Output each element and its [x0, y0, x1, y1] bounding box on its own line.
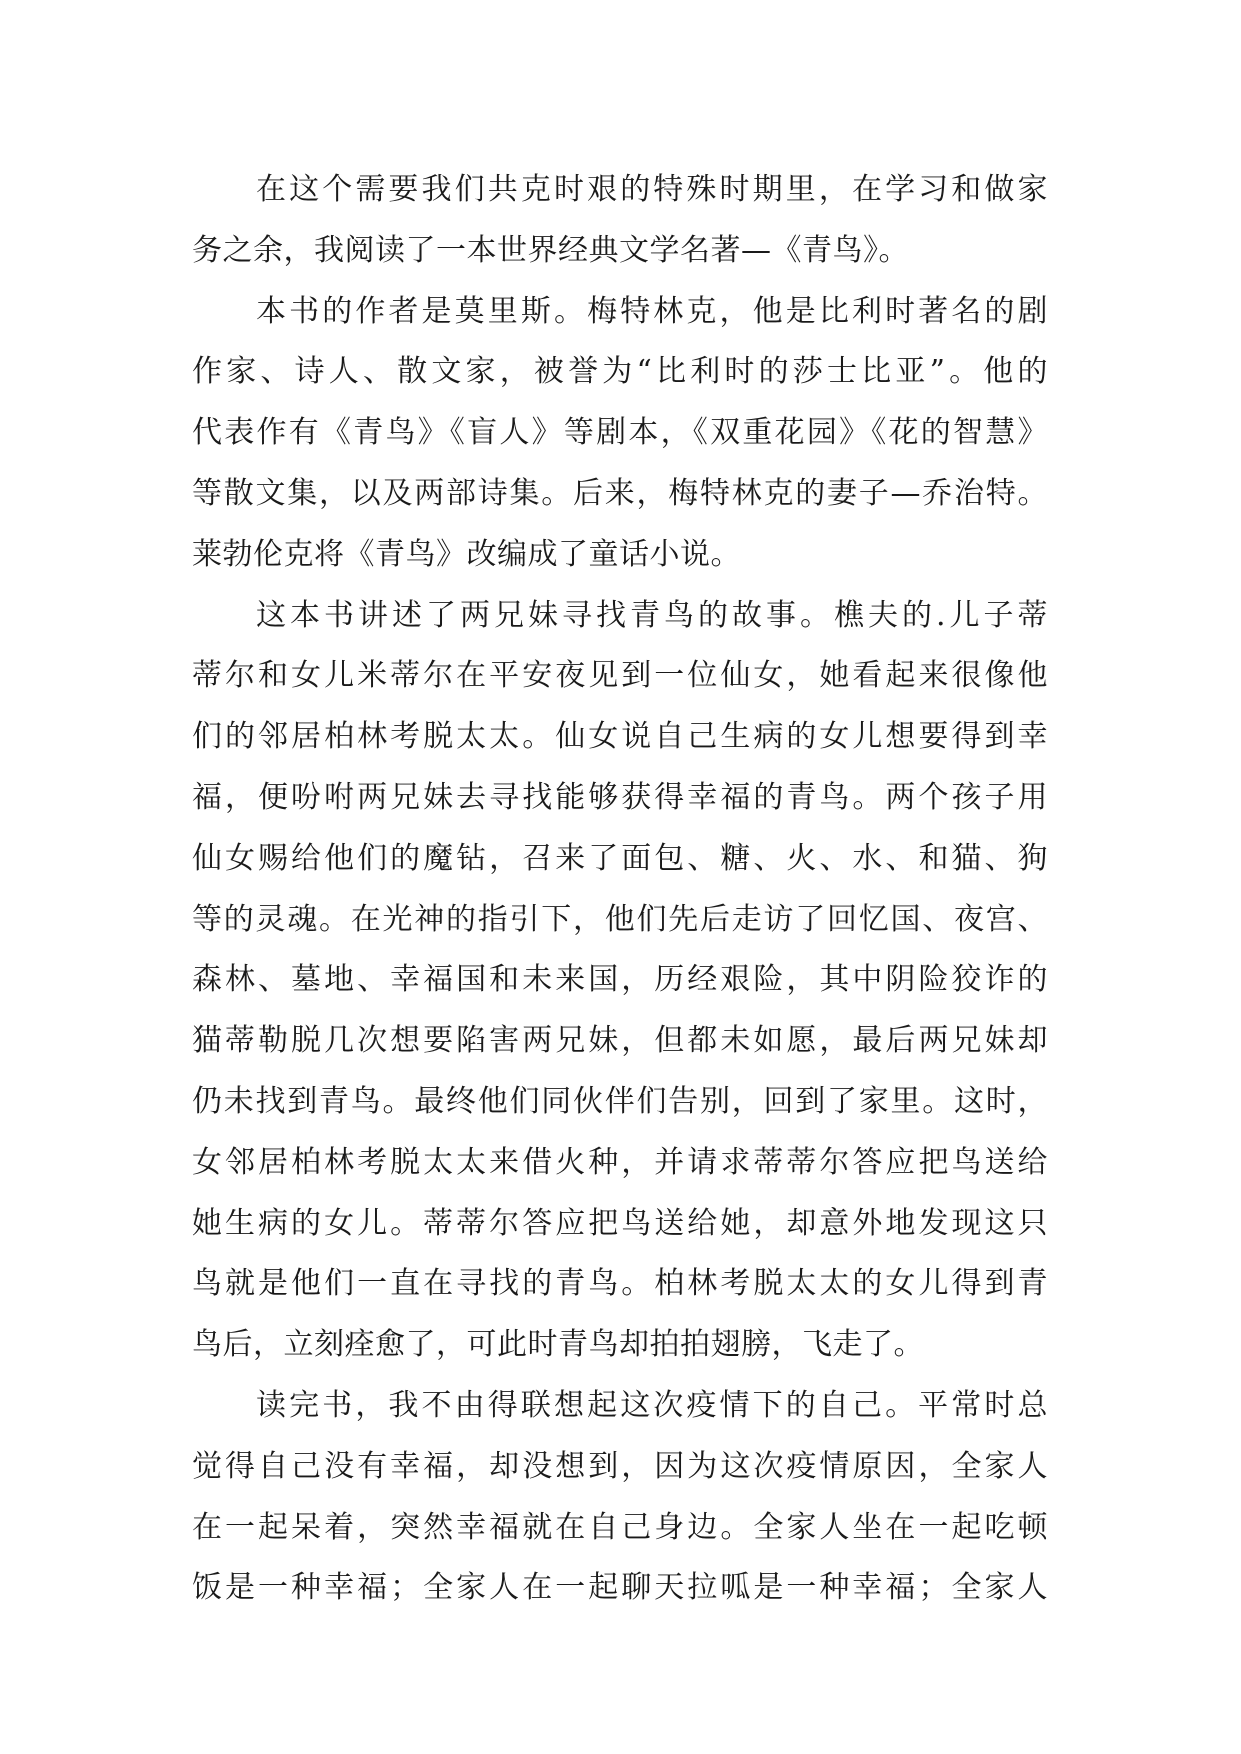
- paragraph-2-line-4: 等散文集，以及两部诗集。后来，梅特林克的妻子—乔治特。: [192, 475, 1048, 511]
- paragraph-3-line-13: 鸟后，立刻痊愈了，可此时青鸟却拍拍翅膀，飞走了。: [192, 1327, 924, 1363]
- body-text: [192, 160, 1048, 1619]
- paragraph-4-line-1: 读完书，我不由得联想起这次疫情下的自己。平常时总: [256, 1387, 1048, 1423]
- paragraph-3-line-8: 猫蒂勒脱几次想要陷害两兄妹，但都未如愿，最后两兄妹却: [192, 1023, 1048, 1059]
- paragraph-3-line-7: 森林、墓地、幸福国和未来国，历经艰险，其中阴险狡诈的: [192, 962, 1048, 998]
- paragraph-3-line-3: 们的邻居柏林考脱太太。仙女说自己生病的女儿想要得到幸: [192, 719, 1048, 755]
- paragraph-3-line-4: 福，便吩咐两兄妹去寻找能够获得幸福的青鸟。两个孩子用: [192, 779, 1048, 815]
- paragraph-4-line-4: 饭是一种幸福；全家人在一起聊天拉呱是一种幸福；全家人: [192, 1570, 1048, 1606]
- paragraph-2-line-2: 作家、诗人、散文家，被誉为“比利时的莎士比亚”。他的: [192, 354, 1048, 390]
- paragraph-1-line-2: 务之余，我阅读了一本世界经典文学名著—《青鸟》。: [192, 232, 909, 268]
- paragraph-2-line-5: 莱勃伦克将《青鸟》改编成了童话小说。: [192, 536, 741, 572]
- paragraph-3-line-6: 等的灵魂。在光神的指引下，他们先后走访了回忆国、夜宫、: [192, 901, 1048, 937]
- paragraph-3-line-2: 蒂尔和女儿米蒂尔在平安夜见到一位仙女，她看起来很像他: [192, 658, 1048, 694]
- paragraph-3-line-11: 她生病的女儿。蒂蒂尔答应把鸟送给她，却意外地发现这只: [192, 1205, 1048, 1241]
- paragraph-3-line-1: 这本书讲述了两兄妹寻找青鸟的故事。樵夫的.儿子蒂: [256, 597, 1048, 633]
- paragraph-2-line-1: 本书的作者是莫里斯。梅特林克，他是比利时著名的剧: [256, 293, 1048, 329]
- paragraph-3-line-5: 仙女赐给他们的魔钻，召来了面包、糖、火、水、和猫、狗: [192, 840, 1048, 876]
- paragraph-3-line-12: 鸟就是他们一直在寻找的青鸟。柏林考脱太太的女儿得到青: [192, 1266, 1048, 1302]
- paragraph-4-line-2: 觉得自己没有幸福，却没想到，因为这次疫情原因，全家人: [192, 1448, 1048, 1484]
- paragraph-4-line-3: 在一起呆着，突然幸福就在自己身边。全家人坐在一起吃顿: [192, 1509, 1048, 1545]
- paragraph-3-line-9: 仍未找到青鸟。最终他们同伙伴们告别，回到了家里。这时，: [192, 1083, 1048, 1119]
- paragraph-2-line-3: 代表作有《青鸟》《盲人》等剧本，《双重花园》《花的智慧》: [192, 415, 1048, 451]
- paragraph-3-line-10: 女邻居柏林考脱太太来借火种，并请求蒂蒂尔答应把鸟送给: [192, 1144, 1048, 1180]
- paragraph-1-line-1: 在这个需要我们共克时艰的特殊时期里，在学习和做家: [256, 172, 1048, 207]
